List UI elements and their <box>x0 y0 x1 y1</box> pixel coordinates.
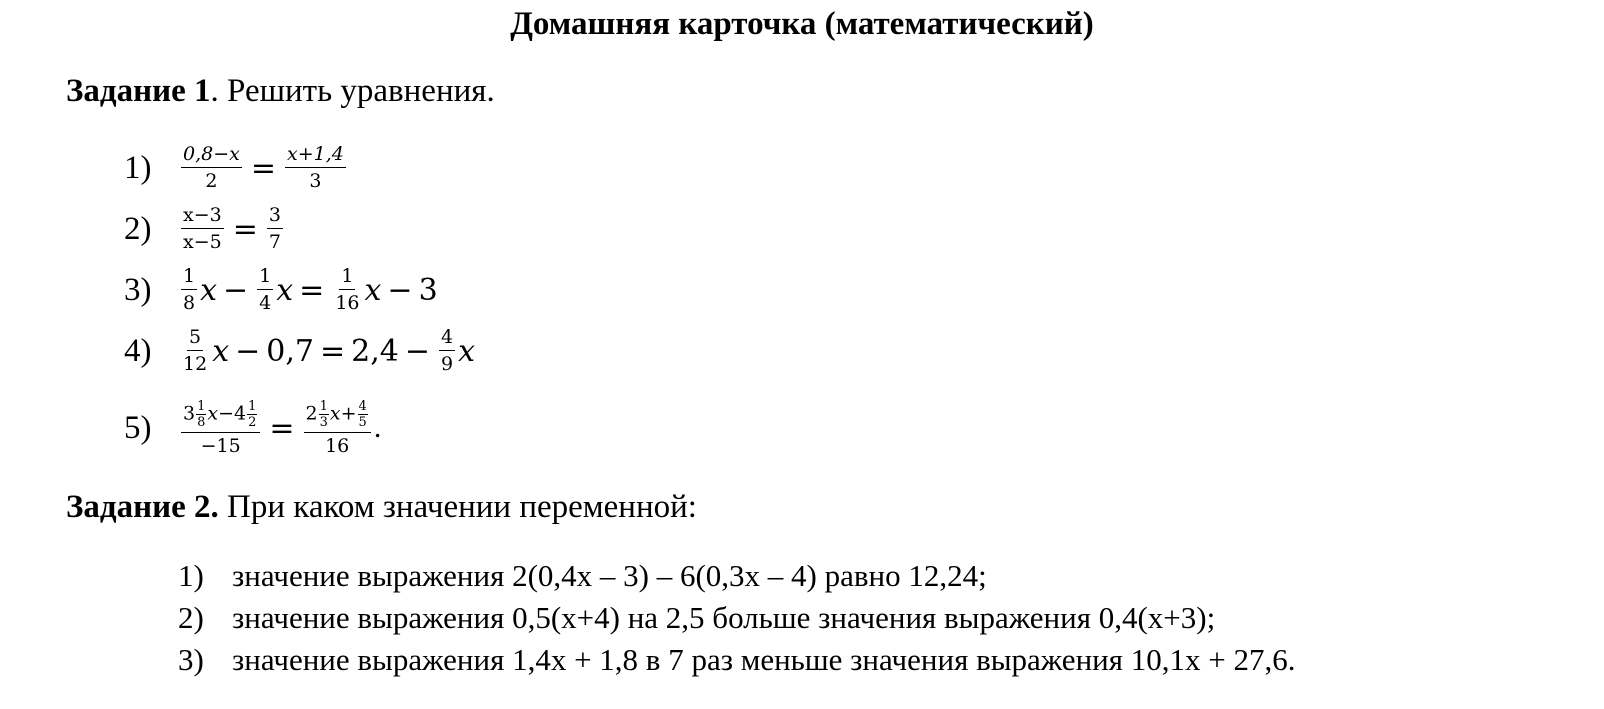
numerator <box>304 400 371 433</box>
period: . <box>373 411 382 444</box>
plus-sign: + <box>340 402 357 425</box>
fraction <box>439 328 455 374</box>
denominator: 12 <box>183 353 208 375</box>
numerator <box>181 400 260 433</box>
denominator: 5 <box>358 415 367 430</box>
equation-number: 3) <box>124 271 152 308</box>
task1-heading <box>66 73 495 109</box>
numerator: 5 <box>187 328 203 351</box>
equation-number: 4) <box>124 332 152 369</box>
denominator: 9 <box>440 353 454 375</box>
mixed-whole: 4 <box>234 402 247 425</box>
equation-number: 5) <box>124 409 152 446</box>
variable: x <box>276 272 294 308</box>
fraction <box>181 206 224 252</box>
numerator: 4 <box>358 399 367 414</box>
variable: x <box>212 333 230 369</box>
numerator: 3 <box>267 206 283 229</box>
equation-3 <box>124 260 438 320</box>
mixed-whole: 3 <box>183 402 196 425</box>
denominator: x−5 <box>183 231 222 253</box>
equation-5 <box>124 398 381 458</box>
task2-label: Задание 2. <box>66 489 219 525</box>
numerator: x+1,4 <box>285 145 346 168</box>
denominator: 3 <box>319 415 328 430</box>
fraction <box>181 328 209 374</box>
task1-text: . Решить уравнения. <box>210 73 495 109</box>
variable: x <box>458 333 475 369</box>
equals-sign: = <box>250 150 276 186</box>
denominator: 16 <box>335 292 360 314</box>
denominator: 2 <box>205 170 218 192</box>
minus-sign: − <box>387 272 413 308</box>
numerator: x−3 <box>181 206 224 229</box>
item-number: 2) <box>178 600 204 635</box>
item-text: значение выражения 2(0,4х – 3) – 6(0,3х – 4) равно 12,24; <box>232 558 987 593</box>
equation-2 <box>124 199 286 259</box>
small-fraction <box>247 400 257 429</box>
constant: 0,7 <box>266 333 314 369</box>
fraction <box>257 267 273 313</box>
equation-1 <box>124 138 349 198</box>
denominator: 16 <box>325 435 350 457</box>
variable: x <box>329 402 341 425</box>
denominator: 4 <box>259 292 272 314</box>
numerator: 0,8−x <box>181 145 242 168</box>
denominator: 8 <box>183 292 196 314</box>
fraction <box>181 400 260 456</box>
task1-label: Задание 1 <box>66 73 211 109</box>
item-number: 1) <box>178 558 204 593</box>
task2-list <box>178 555 1296 681</box>
fraction <box>333 267 361 313</box>
denominator: 2 <box>248 415 257 430</box>
variable: x <box>200 272 218 308</box>
constant: 3 <box>418 272 438 308</box>
fraction <box>285 145 346 191</box>
constant: 2,4 <box>351 333 399 369</box>
minus-sign: − <box>404 333 430 369</box>
list-item <box>178 597 1296 639</box>
fraction <box>181 145 242 191</box>
denominator: 8 <box>197 415 206 430</box>
numerator: 1 <box>339 267 355 290</box>
fraction <box>181 267 197 313</box>
small-fraction <box>319 400 329 429</box>
equals-sign: = <box>299 272 325 308</box>
denominator: 7 <box>268 231 281 253</box>
fraction <box>267 206 283 252</box>
variable: x <box>207 402 219 425</box>
numerator: 1 <box>319 399 328 414</box>
equals-sign: = <box>232 211 258 247</box>
numerator: 4 <box>439 328 455 351</box>
equation-number: 2) <box>124 210 152 247</box>
fraction <box>304 400 371 456</box>
page-title: Домашняя карточка (математический) <box>510 6 1094 42</box>
list-item <box>178 639 1296 681</box>
task2-heading <box>66 489 697 525</box>
equation-number: 1) <box>124 149 152 186</box>
denominator: 3 <box>309 170 322 192</box>
minus-sign: − <box>235 333 261 369</box>
list-item <box>178 555 1296 597</box>
numerator: 1 <box>248 399 257 414</box>
task2-text: При каком значении переменной: <box>218 489 697 525</box>
equals-sign: = <box>319 333 346 369</box>
minus-sign: − <box>218 402 235 425</box>
numerator: 1 <box>197 399 206 414</box>
denominator: −15 <box>200 435 241 457</box>
mixed-whole: 2 <box>305 402 318 425</box>
minus-sign: − <box>223 272 249 308</box>
variable: x <box>364 272 382 308</box>
item-text: значение выражения 0,5(х+4) на 2,5 больше значения выражения 0,4(х+3); <box>232 600 1216 635</box>
item-text: значение выражения 1,4х + 1,8 в 7 раз меньше значения выражения 10,1х + 27,6. <box>232 642 1296 677</box>
numerator: 1 <box>181 267 197 290</box>
item-number: 3) <box>178 642 204 677</box>
small-fraction <box>196 400 206 429</box>
equation-4 <box>124 321 475 381</box>
small-fraction <box>358 400 368 429</box>
equals-sign: = <box>269 410 295 446</box>
numerator: 1 <box>257 267 273 290</box>
